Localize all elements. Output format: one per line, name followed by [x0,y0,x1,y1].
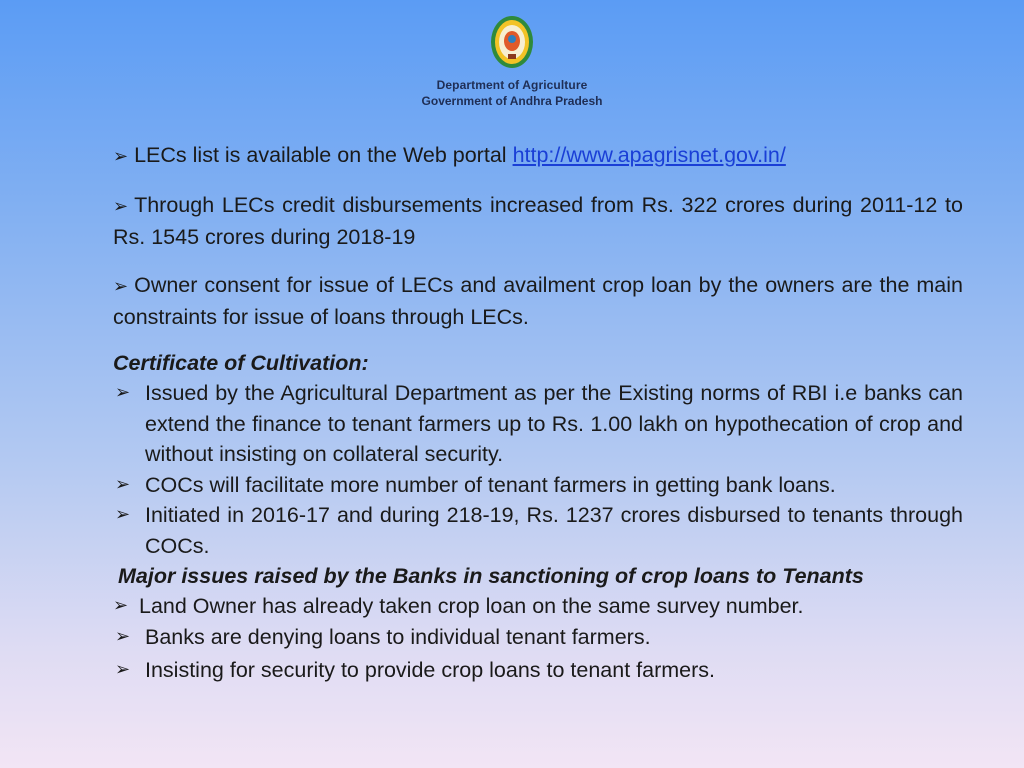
list-item [113,470,963,501]
constraint-text: Owner consent for issue of LECs and availment crop loan by the owners are the main constraints for issue of loans through LECs. [113,273,963,329]
slide-content [113,140,963,686]
header [0,12,1024,109]
credit-text: Through LECs credit disbursements increased from Rs. 322 crores during 2011-12 to Rs. 1545 crores during 2018-19 [113,193,963,249]
andhra-pradesh-emblem-icon [487,12,537,72]
credit-paragraph [113,190,963,252]
issues-heading: Major issues raised by the Banks in sanctioning of crop loans to Tenants [118,564,864,588]
coc-bullet-text: Issued by the Agricultural Department as per the Existing norms of RBI i.e banks can extend the finance to tenant farmers up to Rs. 1.00 lakh on hypothecation of crop and without insisting on collateral security. [145,381,963,466]
list-item [113,500,963,561]
arrow-bullet-icon: ➢ [113,146,129,167]
government-name: Government of Andhra Pradesh [421,94,603,108]
coc-bullet-text: COCs will facilitate more number of tenant farmers in getting bank loans. [145,472,836,497]
department-name: Department of Agriculture [436,78,588,92]
arrow-bullet-icon: ➢ [113,595,129,616]
arrow-bullet-icon: ➢ [115,473,131,495]
arrow-bullet-icon: ➢ [113,276,129,297]
issues-bullet-list [113,591,963,686]
list-item [113,591,963,622]
issue-bullet-text: Land Owner has already taken crop loan on the same survey number. [139,594,804,618]
list-item [113,378,963,470]
constraint-paragraph [113,270,963,332]
arrow-bullet-icon: ➢ [113,196,129,217]
list-item [113,622,963,653]
lecs-list-text: LECs list is available on the Web portal [134,143,507,167]
lecs-list-paragraph [113,140,963,172]
arrow-bullet-icon: ➢ [115,382,131,403]
arrow-bullet-icon: ➢ [115,625,131,647]
apagrisnet-link[interactable]: http://www.apagrisnet.gov.in/ [512,143,786,167]
arrow-bullet-icon: ➢ [115,504,131,525]
issue-bullet-text: Banks are denying loans to individual tenant farmers. [145,624,651,649]
coc-heading: Certificate of Cultivation: [113,351,369,375]
coc-bullet-list [113,378,963,561]
list-item [113,655,963,686]
arrow-bullet-icon: ➢ [115,659,131,680]
issue-bullet-text: Insisting for security to provide crop loans to tenant farmers. [145,658,716,682]
coc-bullet-text: Initiated in 2016-17 and during 218-19, Rs. 1237 crores disbursed to tenants through COCs. [145,503,963,558]
